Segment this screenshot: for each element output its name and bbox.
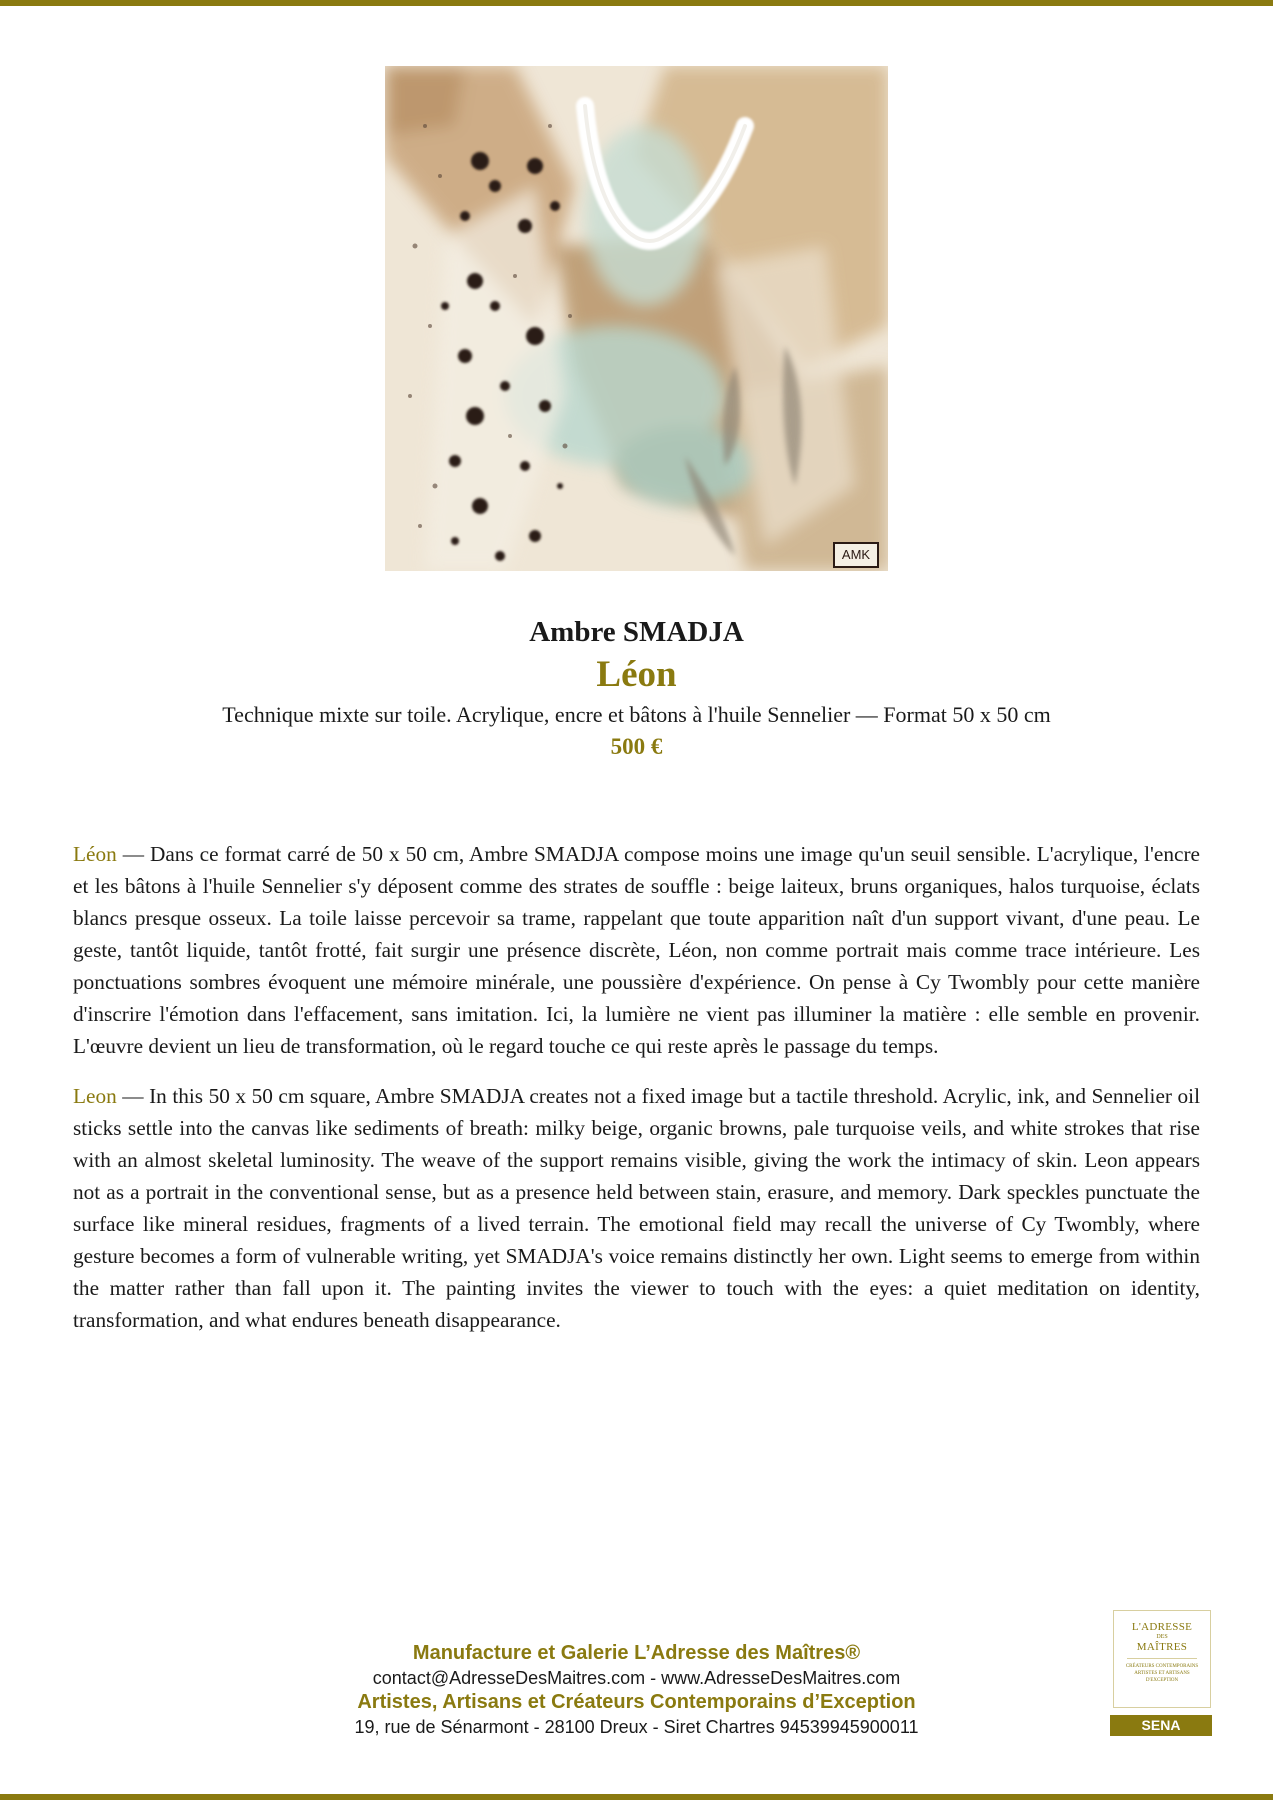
bottom-rule xyxy=(0,1794,1273,1800)
artwork-title: Léon xyxy=(596,654,677,695)
artwork-signature: AMK xyxy=(841,547,871,562)
logo-line-3: MAÎTRES xyxy=(1136,1641,1188,1653)
artwork-price: 500 € xyxy=(610,734,663,759)
footer-tagline: Artistes, Artisans et Créateurs Contemporains d’Exception xyxy=(357,1691,916,1713)
artwork-painting xyxy=(385,66,888,571)
footer-contact[interactable]: contact@AdresseDesMaitres.com - www.AdresseDesMaitres.com xyxy=(372,1668,901,1688)
description-french-text: — Dans ce format carré de 50 x 50 cm, Ambre SMADJA compose moins une image qu'un seuil sensible. L'acrylique, l'encre et les bâtons à l'huile Sennelier s'y déposent comme des strates de souffle : beige laiteux, bruns organiques, halos turquoise, éclats blancs presque osseux. La toile laisse percevoir sa trame, rappelant que toute apparition naît d'un support vivant, d'une peau. Le geste, tantôt liquide, tantôt frotté, fait surgir une présence discrète, Léon, non comme portrait mais comme trace intérieure. Les ponctuations sombres évoquent une mémoire minérale, une poussière d'expérience. On pense à Cy Twombly pour cette manière d'inscrire l'émotion dans l'effacement, sans imitation. Ici, la lumière ne vient pas illuminer la matière : elle semble en provenir. L'œuvre devient un lieu de transformation, où le regard touche ce qui reste après le passage du temps. xyxy=(73,842,1200,1058)
logo-line-4: CRÉATEURS CONTEMPORAINS ARTISTES ET ARTISANS D'EXCEPTION xyxy=(1125,1664,1199,1683)
artist-name: Ambre SMADJA xyxy=(529,616,744,648)
top-rule xyxy=(0,0,1273,6)
gallery-logo xyxy=(1113,1610,1211,1708)
description-english xyxy=(73,1080,1200,1336)
logo-line-1: L'ADRESSE xyxy=(1131,1621,1193,1633)
logo-line-2: DES xyxy=(1156,1634,1168,1640)
footer-address: 19, rue de Sénarmont - 28100 Dreux - Siret Chartres 94539945900011 xyxy=(354,1717,919,1737)
artwork-header xyxy=(0,610,1273,762)
artwork-image xyxy=(385,66,888,571)
description-english-text: — In this 50 x 50 cm square, Ambre SMADJA creates not a fixed image but a tactile threshold. Acrylic, ink, and Sennelier oil sticks settle into the canvas like sediments of breath: milky beige, organic browns, pale turquoise veils, and white strokes that rise with an almost skeletal luminosity. The weave of the support remains visible, giving the work the intimacy of skin. Leon appears not as a portrait in the conventional sense, but as a presence held between stain, erasure, and memory. Dark speckles punctuate the surface like mineral residues, fragments of a lived terrain. The emotional field may recall the universe of Cy Twombly, where gesture becomes a form of vulnerable writing, yet SMADJA's voice remains distinctly her own. Light seems to emerge from within the matter rather than fall upon it. The painting invites the viewer to touch with the eyes: a quiet meditation on identity, transformation, and what endures beneath disappearance. xyxy=(73,1084,1200,1332)
description-french xyxy=(73,838,1200,1062)
footer xyxy=(0,1641,1273,1739)
logo-divider xyxy=(1127,1658,1197,1659)
sena-badge: SENA xyxy=(1110,1715,1212,1736)
description-french-lead: Léon xyxy=(73,842,117,866)
artwork-technique: Technique mixte sur toile. Acrylique, encre et bâtons à l'huile Sennelier — Format 50 x 50 cm xyxy=(222,702,1051,727)
descriptions xyxy=(73,838,1200,1354)
description-english-lead: Leon xyxy=(73,1084,117,1108)
footer-gallery-name: Manufacture et Galerie L’Adresse des Maîtres® xyxy=(412,1642,861,1664)
